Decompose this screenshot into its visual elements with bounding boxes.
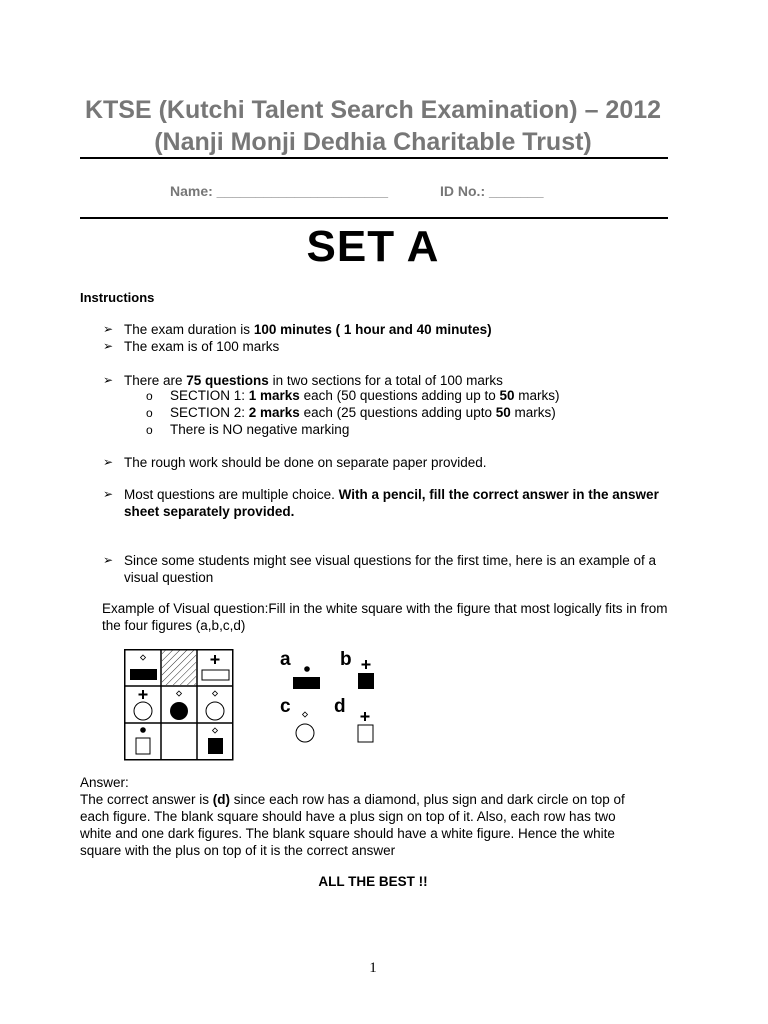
- cell-3-3: [208, 728, 223, 754]
- bold: 50: [495, 405, 511, 420]
- instruction-duration: [124, 321, 669, 338]
- fields-divider: [80, 217, 668, 219]
- diamond-icon: [177, 691, 182, 696]
- answer-choice: (d): [212, 792, 231, 807]
- header-divider: [80, 157, 668, 159]
- dark-rectangle-icon: [293, 677, 320, 689]
- arrow-bullet-icon: ➢: [103, 455, 114, 469]
- text: marks): [510, 405, 556, 420]
- arrow-bullet-icon: ➢: [103, 322, 114, 336]
- set-title: SET A: [306, 222, 440, 271]
- example-description: Example of Visual question:Fill in the white square with the figure that most logically fits in from the four figures (a,b,c,d): [102, 601, 668, 633]
- answer-options: [276, 645, 386, 750]
- diamond-icon: [213, 728, 218, 733]
- bold: 2 marks: [248, 405, 300, 420]
- cell-2-3: [206, 691, 224, 720]
- dot-icon: [304, 666, 310, 672]
- white-circle-icon: [296, 724, 314, 742]
- option-c: [280, 696, 314, 742]
- duration-bold: 100 minutes ( 1 hour and 40 minutes): [253, 322, 492, 337]
- plus-icon: [361, 712, 370, 721]
- arrow-bullet-icon: ➢: [103, 553, 114, 567]
- instructions-heading: Instructions: [80, 290, 155, 305]
- white-rectangle-icon: [202, 670, 229, 680]
- white-circle-icon: [134, 702, 152, 720]
- instruction-rough-work: The rough work should be done on separate paper provided.: [124, 455, 487, 470]
- text: There are: [124, 373, 187, 388]
- plus-icon: [362, 660, 371, 669]
- section-2-line: [170, 404, 556, 421]
- name-field: Name: ______________________: [170, 183, 388, 199]
- title-line-2: (Nanji Monji Dedhia Charitable Trust): [154, 128, 592, 156]
- text: The exam duration is: [124, 322, 254, 337]
- text: each (50 questions adding up to: [299, 388, 500, 403]
- dark-rectangle-icon: [130, 669, 157, 680]
- dot-icon: [140, 727, 146, 733]
- answer-explanation: [80, 791, 645, 859]
- cell-2-2: [170, 691, 188, 720]
- questions-bold: 75 questions: [186, 373, 269, 388]
- sub-bullet-icon: o: [146, 423, 153, 437]
- text: SECTION 2:: [170, 405, 249, 420]
- option-a-label: a: [280, 649, 291, 670]
- diamond-icon: [213, 691, 218, 696]
- option-b-label: b: [340, 649, 352, 670]
- bold: 50: [499, 388, 515, 403]
- answer-label: Answer:: [80, 775, 129, 790]
- dark-square-icon: [208, 738, 223, 754]
- dark-circle-icon: [170, 702, 188, 720]
- arrow-bullet-icon: ➢: [103, 373, 114, 387]
- text: marks): [514, 388, 560, 403]
- id-field: ID No.: _______: [440, 183, 544, 199]
- section-1-line: [170, 387, 560, 404]
- cell-2-1: [134, 690, 152, 720]
- option-b: [340, 649, 374, 689]
- pencil-bold: With a pencil, fill the correct answer in the answer sheet separately provided.: [124, 487, 659, 519]
- dark-square-icon: [358, 673, 374, 689]
- cell-1-1: [130, 655, 157, 680]
- negative-marking-line: There is NO negative marking: [170, 422, 350, 437]
- white-circle-icon: [206, 702, 224, 720]
- option-a: [280, 649, 320, 689]
- text: SECTION 1:: [170, 388, 249, 403]
- text: The correct answer is: [80, 792, 213, 807]
- closing-message: ALL THE BEST !!: [318, 874, 428, 889]
- instruction-marks: The exam is of 100 marks: [124, 339, 280, 354]
- option-d-label: d: [334, 696, 346, 717]
- text: since each row has a diamond, plus sign and dark circle on top of each figure. The blank square should have a plus sign on top of it. Also, each row has two white and one dark figures. The blank square should have a white figure. Hence the white square with the plus on top of it is the correct answer: [80, 792, 625, 858]
- diamond-icon: [303, 712, 308, 717]
- plus-icon: [139, 690, 148, 699]
- sub-bullet-icon: o: [146, 389, 153, 403]
- instruction-visual: Since some students might see visual questions for the first time, here is an example of a visual question: [124, 553, 657, 585]
- text: in two sections for a total of 100 marks: [268, 373, 503, 388]
- text: Most questions are multiple choice.: [124, 487, 339, 502]
- white-square-icon: [136, 738, 150, 754]
- cell-1-2-hatched: [162, 651, 196, 686]
- page-number: 1: [369, 960, 377, 976]
- option-c-label: c: [280, 696, 291, 717]
- arrow-bullet-icon: ➢: [103, 487, 114, 501]
- title-line-1: KTSE (Kutchi Talent Search Examination) – 2012: [84, 96, 662, 124]
- arrow-bullet-icon: ➢: [103, 339, 114, 353]
- diamond-icon: [141, 655, 146, 660]
- bold: 1 marks: [248, 388, 300, 403]
- sub-bullet-icon: o: [146, 406, 153, 420]
- text: each (25 questions adding upto: [299, 405, 496, 420]
- puzzle-grid: [124, 649, 234, 761]
- option-d: [334, 696, 373, 742]
- plus-icon: [211, 655, 220, 664]
- white-square-icon: [358, 725, 373, 742]
- instruction-multiple-choice: [124, 486, 669, 520]
- cell-1-3: [202, 655, 229, 680]
- cell-3-1: [136, 727, 150, 754]
